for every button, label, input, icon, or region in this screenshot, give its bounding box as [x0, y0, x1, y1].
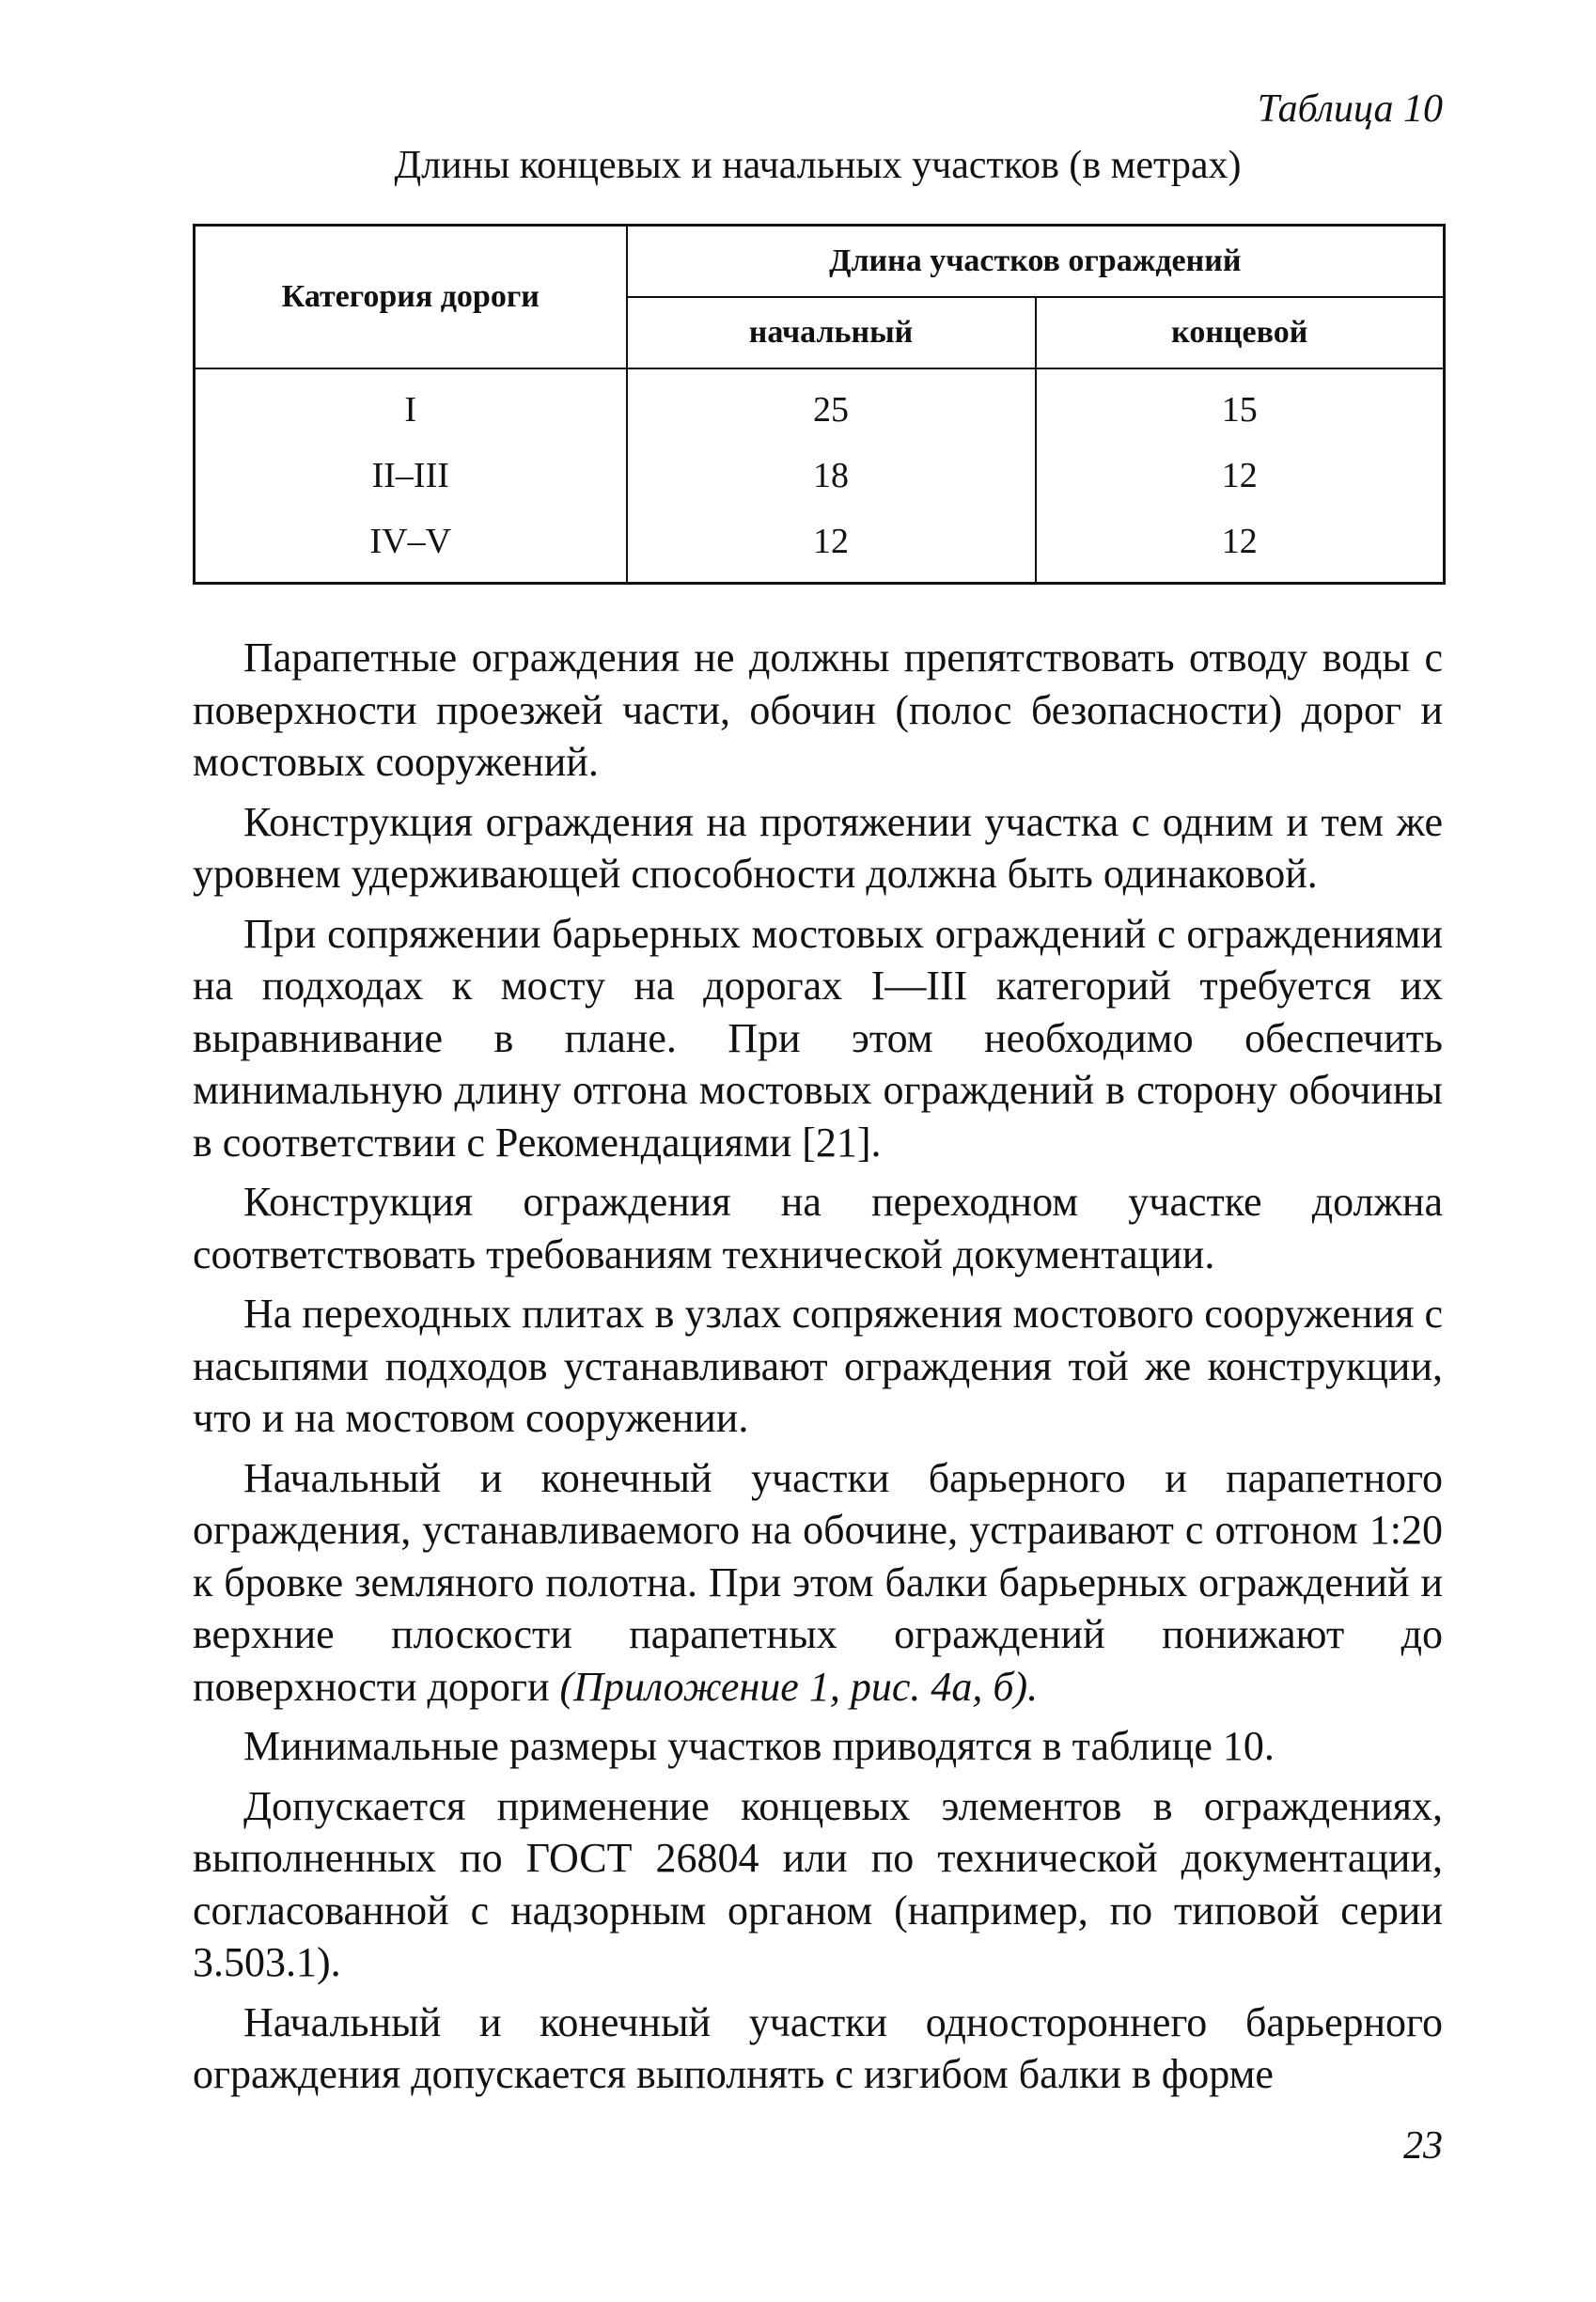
paragraph: При сопряжении барьерных мостовых ограждений с ограждениями на подходах к мосту на дорогах I—III категорий требуется их выравнивание в плане. При этом необходимо обеспечить минимальную длину отгона мостовых ограждений в сторону обочины в соответствии с Рекомендациями [21].	[193, 910, 1443, 1166]
paragraph: Конструкция ограждения на протяжении участка с одним и тем же уровнем удерживающей способности должна быть одинаковой.	[193, 798, 1443, 897]
header-end: концевой	[1036, 297, 1445, 368]
header-start: начальный	[627, 297, 1036, 368]
cell-category: IV–V	[195, 509, 627, 584]
cell-end: 12	[1036, 509, 1445, 584]
cell-start: 12	[627, 509, 1036, 584]
body-text	[193, 632, 1443, 2108]
table-title: Длины концевых и начальных участков (в метрах)	[394, 144, 1242, 187]
paragraph: Минимальные размеры участков приводятся в таблице 10.	[243, 1723, 1275, 1769]
cell-category: I	[195, 368, 627, 443]
page-number: 23	[1403, 2124, 1443, 2168]
paragraph: На переходных плитах в узлах сопряжения мостового сооружения с насыпями подходов устанавливают ограждения той же конструкции, что и на мостовом сооружении.	[193, 1291, 1443, 1441]
cell-end: 12	[1036, 443, 1445, 509]
lengths-table	[193, 224, 1446, 585]
paragraph-text: Начальный и конечный участки барьерного и парапетного ограждения, устанавливаемого на обочине, устраивают с отгоном 1:20 к бровке земляного полотна. При этом балки барьерных ограждений и верхние плоскости парапетных ограждений понижают до поверхности дороги	[193, 1454, 1443, 1710]
paragraph	[193, 1452, 1443, 1714]
cell-category: II–III	[195, 443, 627, 509]
header-road-category: Категория дороги	[195, 226, 627, 369]
cell-start: 25	[627, 368, 1036, 443]
appendix-reference: (Приложение 1, рис. 4а, б).	[559, 1663, 1039, 1710]
table-number: Таблица 10	[1257, 87, 1443, 131]
document-page	[193, 0, 1443, 2302]
cell-end: 15	[1036, 368, 1445, 443]
table-row	[195, 443, 1445, 509]
cell-start: 18	[627, 443, 1036, 509]
paragraph: Конструкция ограждения на переходном участке должна соответствовать требованиям технической документации.	[193, 1179, 1443, 1277]
paragraph: Парапетные ограждения не должны препятствовать отводу воды с поверхности проезжей части, обочин (полос безопасности) дорог и мостовых сооружений.	[193, 634, 1443, 785]
header-section-length: Длина участков ограждений	[627, 226, 1445, 298]
paragraph: Допускается применение концевых элементов в ограждениях, выполненных по ГОСТ 26804 или по технической документации, согласованной с надзорным органом (например, по типовой серии 3.503.1).	[193, 1782, 1443, 1985]
paragraph: Начальный и конечный участки одностороннего барьерного ограждения допускается выполнять с изгибом балки в форме	[193, 1998, 1443, 2097]
table-row	[195, 509, 1445, 584]
table-row	[195, 368, 1445, 443]
